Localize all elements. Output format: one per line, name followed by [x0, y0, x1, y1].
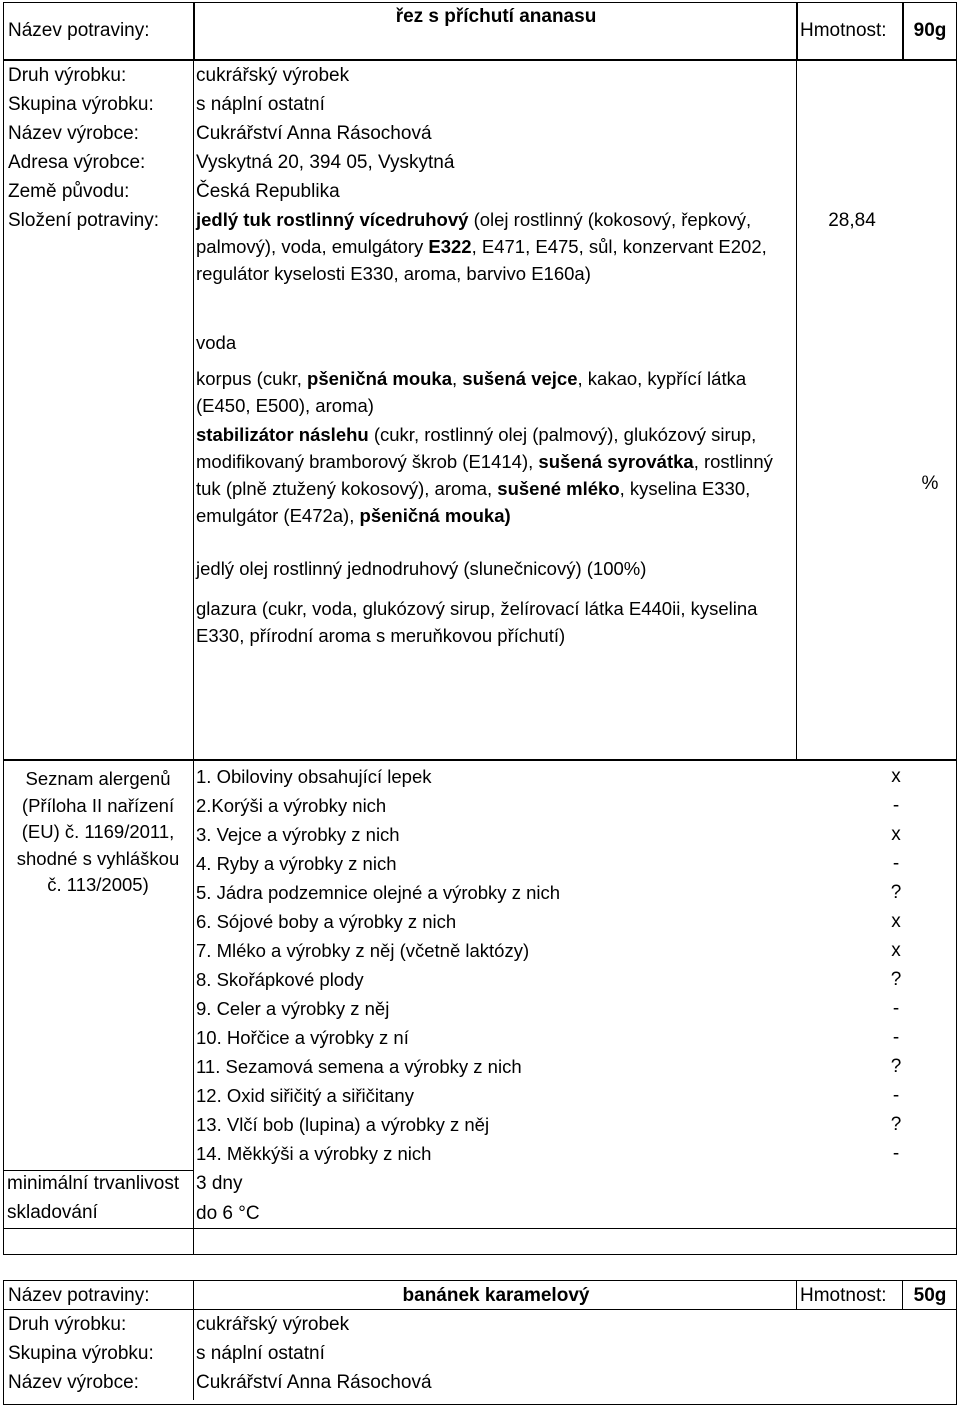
ingredient-text: korpus (cukr,: [196, 368, 308, 389]
allergen-mark: -: [892, 853, 900, 874]
ingredient-text: stabilizátor náslehu: [196, 424, 369, 445]
storage-label: skladování: [7, 1202, 98, 1223]
allergen-mark: -: [892, 998, 900, 1019]
card2-weight-divider-left: [796, 1280, 797, 1310]
ingredient-text: pšeničná mouka): [359, 505, 511, 526]
ingredient-oil: [196, 555, 796, 582]
allergen-title-line: č. 113/2005): [47, 874, 149, 895]
allergen-mark: x: [891, 766, 901, 787]
allergen-item: 8. Skořápkové plody: [196, 969, 364, 990]
ingredient-sponge: [196, 365, 796, 419]
allergen-title-line: Seznam alergenů: [25, 768, 171, 789]
ingredient-text: glazura (cukr, voda, glukózový sirup, želírovací látka E440ii, kyselina E330, přírodní aroma s meruňkovou příchutí): [196, 598, 758, 646]
allergen-item: 2.Korýši a výrobky nich: [196, 795, 387, 816]
percent-column-divider: [796, 60, 797, 760]
field-label: Skupina výrobku:: [8, 94, 154, 115]
card2-weight-divider-right: [902, 1280, 903, 1310]
card2-weight-value: 50g: [913, 1285, 947, 1306]
header-row-divider: [3, 59, 957, 61]
ingredient-text: sušená vejce: [462, 368, 578, 389]
allergen-mark: x: [891, 911, 901, 932]
field-label: Adresa výrobce:: [8, 152, 146, 173]
field-label: Název výrobce:: [8, 1372, 139, 1393]
ingredient-text: jedlý tuk rostlinný vícedruhový: [196, 209, 469, 230]
card2-label-divider: [193, 1280, 194, 1400]
field-value: Cukrářství Anna Rásochová: [196, 123, 432, 144]
ingredient-fat: [196, 206, 796, 287]
field-value: Cukrářství Anna Rásochová: [196, 1372, 432, 1393]
allergen-mark: x: [891, 824, 901, 845]
allergen-mark: -: [892, 1085, 900, 1106]
field-label: Název výrobce:: [8, 123, 139, 144]
ingredient-text: (olej rostlinný (kokosový, řepkový, palmový), voda, emulgátory: [196, 209, 752, 257]
allergen-item: 14. Měkkýši a výrobky z nich: [196, 1143, 432, 1164]
field-value: s náplní ostatní: [196, 94, 325, 115]
field-label: Skupina výrobku:: [8, 1343, 154, 1364]
allergen-title-line: (EU) č. 1169/2011,: [21, 821, 175, 842]
ingredient-text: ,: [452, 368, 463, 389]
allergen-mark: -: [892, 795, 900, 816]
weight-value: 90g: [913, 20, 947, 41]
composition-percent: 28,84: [828, 210, 876, 231]
allergen-mark: ?: [890, 882, 902, 903]
allergen-title-line: (Příloha II nařízení: [21, 794, 175, 816]
composition-label: Složení potraviny:: [8, 210, 160, 231]
ingredient-text: sušená syrovátka: [538, 451, 694, 472]
allergen-item: 11. Sezamová semena a výrobky z nich: [196, 1056, 522, 1077]
food-name: řez s příchutí ananasu: [395, 6, 597, 27]
food-name-label: Název potraviny:: [8, 20, 150, 41]
allergen-mark: ?: [890, 969, 902, 990]
field-value: cukrářský výrobek: [196, 65, 350, 86]
allergen-item: 13. Vlčí bob (lupina) a výrobky z něj: [196, 1114, 490, 1135]
allergen-item: 12. Oxid siřičitý a siřičitany: [196, 1085, 414, 1106]
allergen-item: 10. Hořčice a výrobky z ní: [196, 1027, 409, 1048]
card2-weight-label: Hmotnost:: [800, 1285, 887, 1306]
allergen-item: 7. Mléko a výrobky z něj (včetně laktózy): [196, 940, 530, 961]
card2-header-divider: [3, 1309, 957, 1310]
storage-divider: [3, 1228, 957, 1229]
ingredient-text: , kakao, kypřící látka (E450, E500), aroma): [196, 368, 747, 416]
field-value: s náplní ostatní: [196, 1343, 325, 1364]
ingredient-water: [196, 329, 796, 356]
allergen-item: 5. Jádra podzemnice olejné a výrobky z nich: [196, 882, 561, 903]
allergen-item: 6. Sójové boby a výrobky z nich: [196, 911, 457, 932]
percent-sign: %: [921, 473, 939, 494]
weight-label: Hmotnost:: [800, 20, 887, 41]
shelf-life-label: minimální trvanlivost: [7, 1173, 180, 1194]
allergen-mark: -: [892, 1143, 900, 1164]
allergen-item: 3. Vejce a výrobky z nich: [196, 824, 400, 845]
ingredient-glaze: [196, 595, 796, 649]
ingredient-text: , rostlinný tuk (plně ztužený kokosový), aroma,: [196, 451, 773, 499]
allergen-item: 4. Ryby a výrobky z nich: [196, 853, 397, 874]
card2-food-name-label: Název potraviny:: [8, 1285, 150, 1306]
field-value: Vyskytná 20, 394 05, Vyskytná: [196, 152, 455, 173]
shelf-life-value: 3 dny: [196, 1173, 243, 1194]
ingredient-text: (cukr, rostlinný olej (palmový), glukózový sirup, modifikovaný bramborový škrob (E1414),: [196, 424, 757, 472]
allergen-section-top: [3, 759, 957, 761]
card2-food-name: banánek karamelový: [402, 1285, 590, 1306]
storage-value: do 6 °C: [196, 1203, 260, 1224]
ingredient-text: pšeničná mouka: [307, 368, 453, 389]
ingredient-text: E322: [428, 236, 472, 257]
allergen-title: [6, 766, 190, 899]
ingredient-text: voda: [196, 332, 237, 353]
header-divider-right: [796, 2, 798, 60]
allergen-item: 1. Obiloviny obsahující lepek: [196, 766, 432, 787]
field-value: cukrářský výrobek: [196, 1314, 350, 1335]
header-divider-left: [193, 2, 195, 60]
allergen-item: 9. Celer a výrobky z něj: [196, 998, 390, 1019]
allergen-mark: ?: [890, 1056, 902, 1077]
ingredient-text: , kyselina E330, emulgátor (E472a),: [196, 478, 751, 526]
allergen-mark: ?: [890, 1114, 902, 1135]
ingredient-text: sušené mléko: [497, 478, 620, 499]
shelf-life-divider: [3, 1170, 193, 1171]
ingredient-text: , E471, E475, sůl, konzervant E202, regulátor kyselosti E330, aroma, barvivo E160a): [196, 236, 767, 284]
ingredient-text: jedlý olej rostlinný jednodruhový (slunečnicový) (100%): [196, 558, 647, 579]
field-label: Země původu:: [8, 181, 130, 202]
field-label: Druh výrobku:: [8, 1314, 127, 1335]
allergen-mark: -: [892, 1027, 900, 1048]
field-value: Česká Republika: [196, 181, 340, 202]
allergen-title-line: shodné s vyhláškou: [16, 847, 180, 869]
label-column-divider: [193, 60, 194, 1255]
allergen-mark: x: [891, 940, 901, 961]
ingredient-stabilizer: [196, 421, 796, 529]
field-label: Druh výrobku:: [8, 65, 127, 86]
